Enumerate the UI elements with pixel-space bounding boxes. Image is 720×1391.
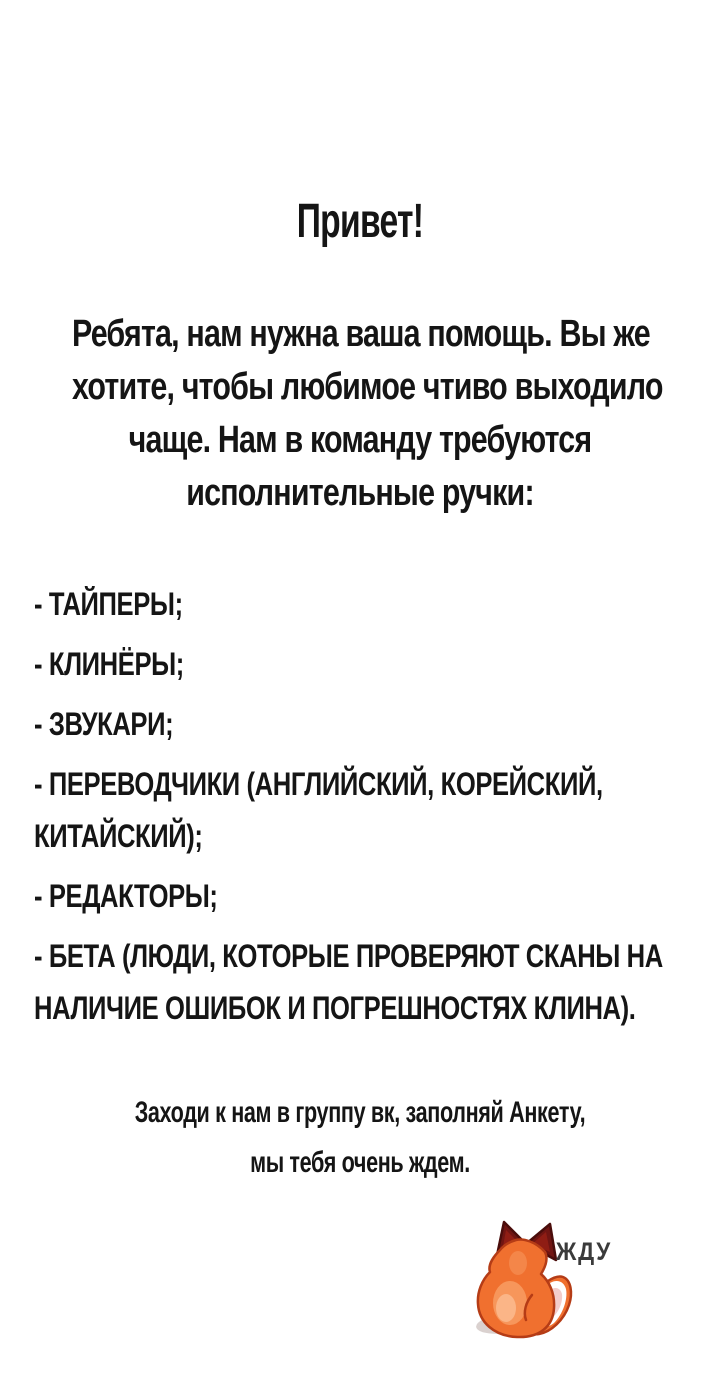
intro-paragraph — [72, 308, 663, 520]
vacancy-beta-readers-line-2: НАЛИЧИЕ ОШИБОК И ПОГРЕШНОСТЯХ КЛИНА). — [34, 990, 636, 1026]
intro-line-3: чаще. Нам в команду требуются — [128, 419, 592, 461]
vacancy-beta-readers-line-1: - БЕТА (ЛЮДИ, КОТОРЫЕ ПРОВЕРЯЮТ СКАНЫ НА — [34, 938, 663, 974]
outro-line-1: Заходи к нам в группу вк, заполняй Анкету, — [134, 1096, 586, 1129]
mascot-caption: ЖДУ — [556, 1238, 613, 1266]
vacancy-sound-editors-line: - ЗВУКАРИ; — [34, 706, 174, 742]
vacancy-cleaners-line: - КЛИНЁРЫ; — [34, 646, 184, 682]
page-title: Привет! — [296, 195, 424, 248]
outro-paragraph — [101, 1088, 619, 1188]
vacancy-list — [34, 578, 663, 1042]
vacancy-translators-line-1: - ПЕРЕВОДЧИКИ (АНГЛИЙСКИЙ, КОРЕЙСКИЙ, — [34, 766, 603, 802]
fox-from-behind-icon — [460, 1208, 585, 1358]
vacancy-sound-editors — [34, 698, 578, 750]
vacancy-translators — [34, 758, 603, 862]
vacancy-typers — [34, 578, 578, 630]
intro-line-2: хотите, чтобы любимое чтиво выходило — [72, 366, 663, 408]
vacancy-editors-line: - РЕДАКТОРЫ; — [34, 878, 218, 914]
outro-line-2: мы тебя очень ждем. — [250, 1146, 470, 1179]
vacancy-cleaners — [34, 638, 578, 690]
fox-body — [478, 1240, 554, 1338]
intro-line-4: исполнительные ручки: — [186, 472, 534, 514]
vacancy-typers-line: - ТАЙПЕРЫ; — [34, 586, 183, 622]
mascot — [460, 1208, 640, 1368]
vacancy-editors — [34, 870, 578, 922]
vacancy-translators-line-2: КИТАЙСКИЙ); — [34, 818, 203, 854]
vacancy-beta-readers — [34, 930, 663, 1034]
intro-line-1: Ребята, нам нужна ваша помощь. Вы же — [72, 313, 650, 355]
